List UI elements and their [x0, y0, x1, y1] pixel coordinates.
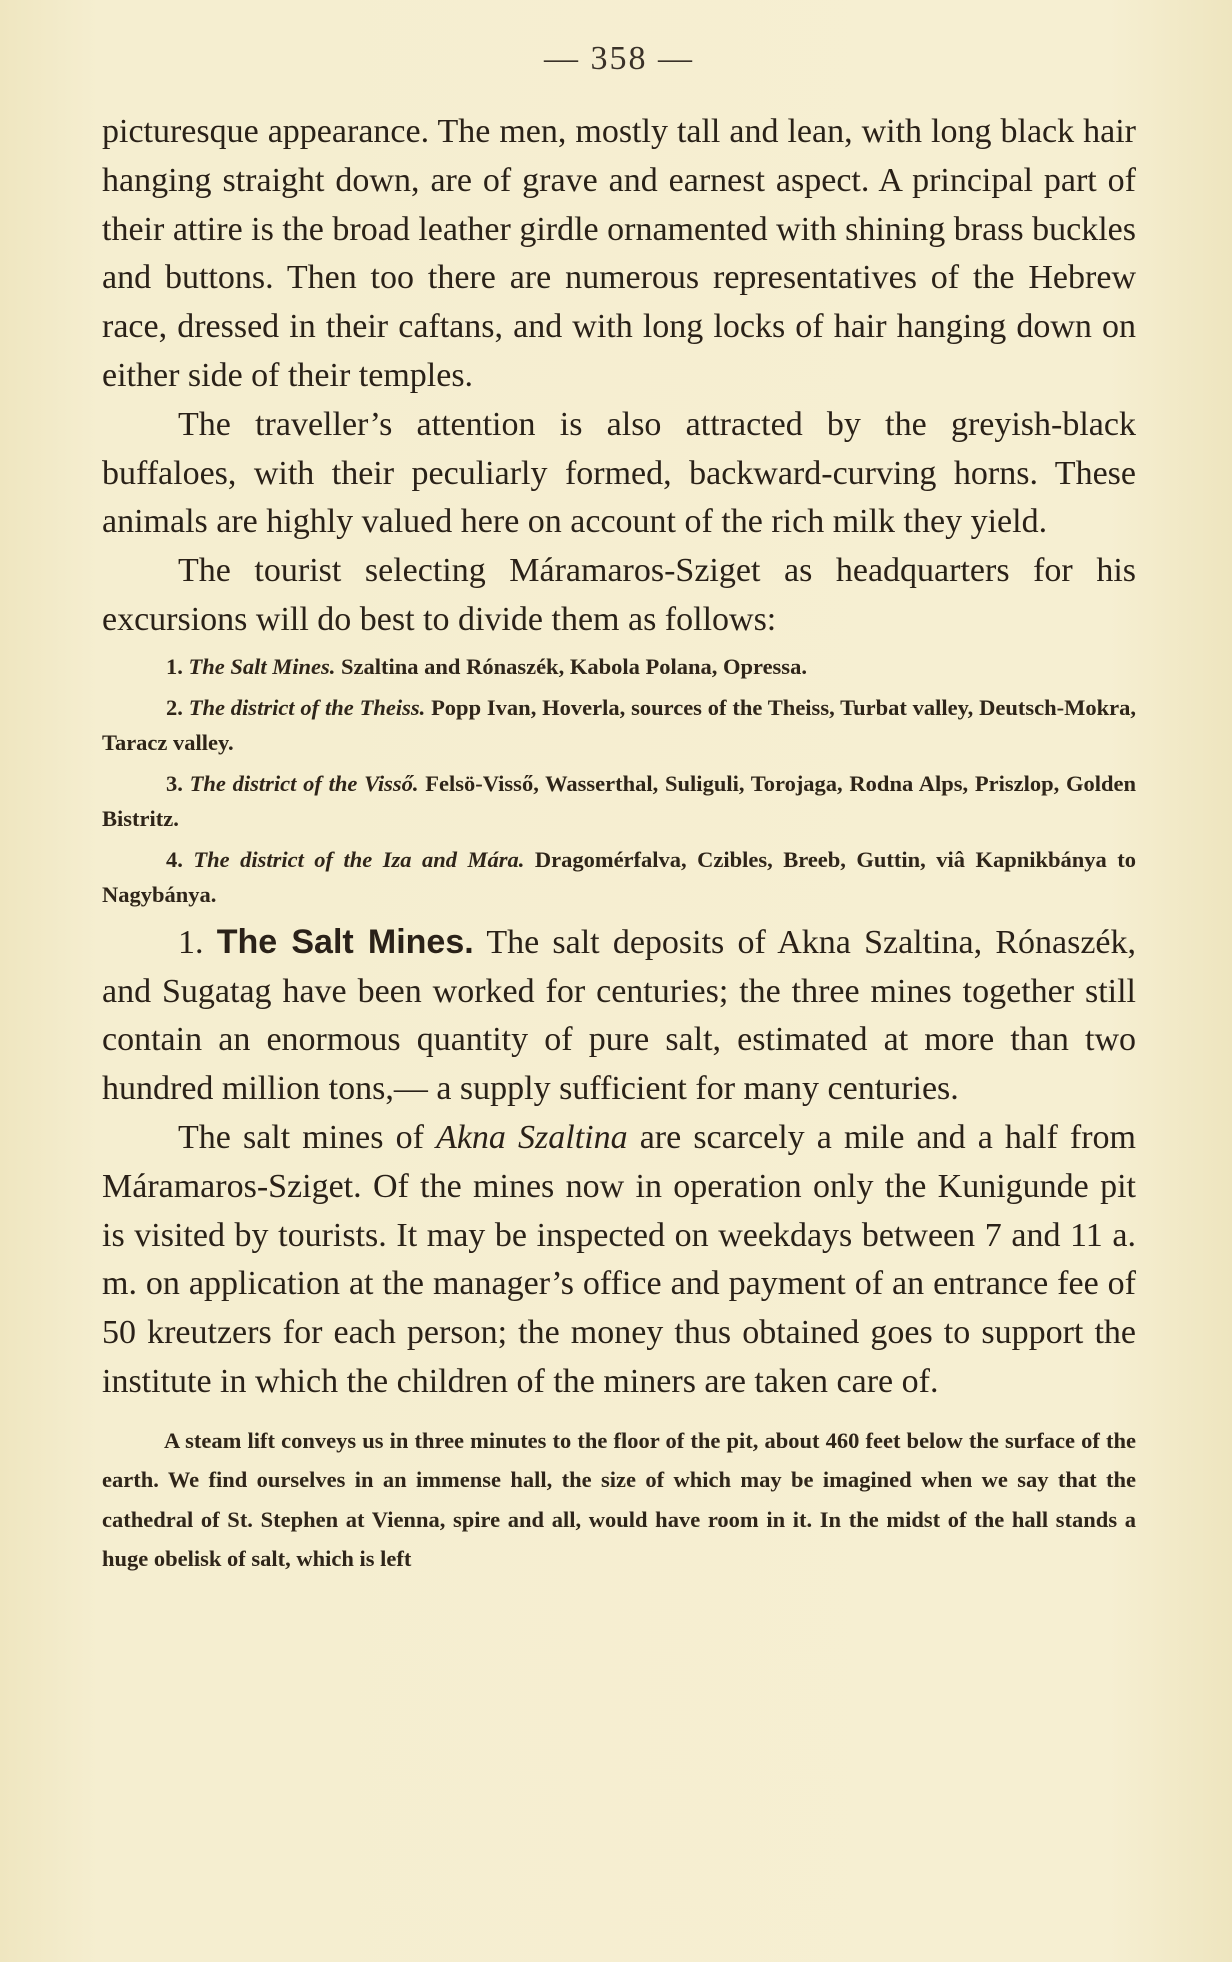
excursion-list: [102, 649, 1136, 912]
excursion-title: The Salt Mines.: [188, 653, 336, 679]
paragraph-steam-lift: A steam lift conveys us in three minutes to the floor of the pit, about 460 feet below the surface of the earth. We find ourselves in an immense hall, the size of which may be imagined when we say that the cathedral of St. Stephen at Vienna, spire and all, would have room in it. In the midst of the hall stands a huge obelisk of salt, which is left: [102, 1427, 1136, 1571]
paragraph-attire: picturesque appearance. The men, mostly tall and lean, with long black hair hanging straight down, are of grave and earnest aspect. A principal part of their attire is the broad leather girdle ornamented with shining brass buckles and buttons. Then too there are numerous representatives of the Hebrew race, dressed in their caftans, and with long locks of hair hanging down on either side of their temples.: [102, 113, 1136, 394]
excursion-title: The district of the Theiss.: [188, 694, 426, 720]
excursion-item-1: 1. The Salt Mines. Szaltina and Rónaszék, Kabola Polana, Opressa.: [166, 653, 807, 679]
section-salt-mines: [102, 918, 1136, 1114]
excursion-item-2: 2. The district of the Theiss. Popp Ivan, Hoverla, sources of the Theiss, Turbat valley, Deutsch-Mokra, Taracz valley.: [102, 694, 1136, 755]
excursion-title: The district of the Visső.: [189, 770, 419, 796]
page-number: — 358 —: [544, 40, 694, 77]
excursion-item-3: 3. The district of the Visső. Felsö-Visső, Wasserthal, Suliguli, Torojaga, Rodna Alps, Priszlop, Golden Bistritz.: [102, 770, 1136, 831]
paragraph-akna-szaltina: The salt mines of Akna Szaltina are scarcely a mile and a half from Máramaros-Sziget. Of the mines now in operation only the Kunigunde pit is visited by tourists. It may be inspected on weekdays between 7 and 11 a. m. on application at the manager’s office and payment of an entrance fee of 50 kreutzers for each person; the money thus obtained goes to support the institute in which the children of the miners are taken care of.: [102, 1118, 1136, 1400]
section-text: The salt deposits of Akna Szaltina, Rónaszék, and Sugatag have been worked for centuries; the three mines together still contain an enormous quantity of pure salt, estimated at more than two hundred million tons,— a supply sufficient for many centuries.: [102, 923, 1136, 1108]
excursion-item-4: 4. The district of the Iza and Mára. Dragomérfalva, Czibles, Breeb, Guttin, viâ Kapnikbánya to Nagybánya.: [102, 846, 1137, 907]
section-title: The Salt Mines.: [216, 922, 474, 961]
section-number: 1.: [178, 923, 204, 961]
paragraph-buffaloes: The traveller’s attention is also attracted by the greyish-black buffaloes, with their peculiarly formed, backward-curving horns. These animals are highly valued here on account of the rich milk they yield.: [102, 405, 1136, 541]
place-name: Akna Szaltina: [436, 1118, 628, 1156]
excursion-title: The district of the Iza and Mára.: [193, 846, 525, 872]
paragraph-excursions-intro: The tourist selecting Máramaros-Sziget as headquarters for his excursions will do best to divide them as follows:: [102, 552, 1136, 638]
